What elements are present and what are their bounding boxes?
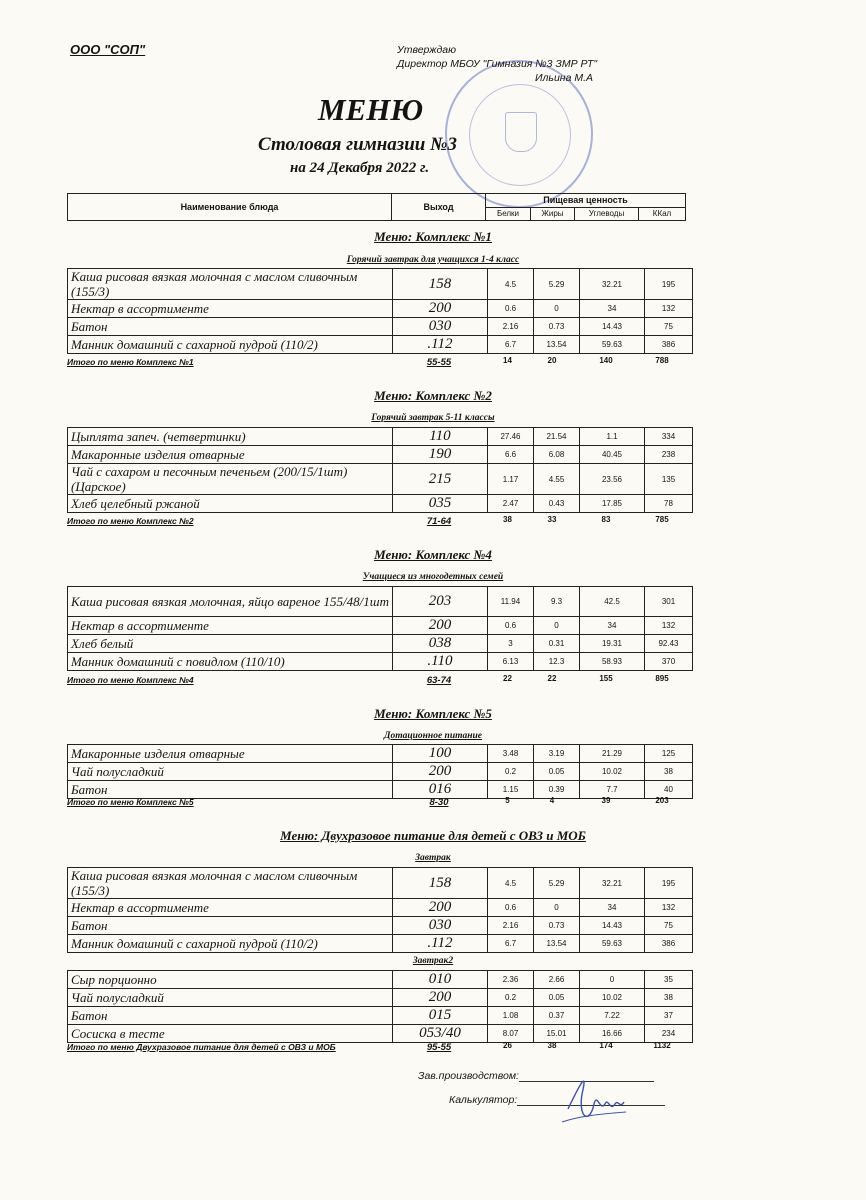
header-fat: Жиры — [531, 207, 575, 220]
protein-value: 2.16 — [488, 917, 534, 935]
dish-output: 110 — [393, 428, 488, 446]
protein-value: 6.7 — [488, 336, 534, 354]
dish-name: Батон — [68, 781, 393, 799]
dish-name: Каша рисовая вязкая молочная с маслом сливочным (155/3) — [68, 868, 393, 899]
organization-name: ООО "СОП" — [70, 42, 146, 57]
kcal-value: 132 — [645, 899, 693, 917]
dish-output: 200 — [393, 989, 488, 1007]
menu-table — [67, 427, 693, 513]
dish-output: .112 — [393, 935, 488, 953]
kcal-value: 75 — [645, 318, 693, 336]
calculator — [449, 1094, 665, 1106]
dish-name: Нектар в ассортименте — [68, 300, 393, 318]
dish-output: 010 — [393, 971, 488, 989]
section-subtitle: Дотационное питание — [383, 731, 483, 741]
total-kcal: 895 — [655, 674, 669, 683]
protein-value: 1.17 — [488, 464, 534, 495]
total-protein: 5 — [505, 796, 510, 805]
carbs-value: 14.43 — [580, 318, 645, 336]
table-row — [68, 428, 693, 446]
kcal-value: 195 — [645, 269, 693, 300]
header-name: Наименование блюда — [68, 194, 392, 220]
kcal-value: 334 — [645, 428, 693, 446]
header-protein: Белки — [486, 207, 531, 220]
total-carbs: 155 — [599, 674, 613, 683]
dish-name: Цыплята запеч. (четвертинки) — [68, 428, 393, 446]
table-row — [68, 935, 693, 953]
protein-value: 27.46 — [488, 428, 534, 446]
total-label: Итого по меню Комплекс №4 — [67, 675, 194, 685]
section-title: Меню: Комплекс №1 — [374, 229, 492, 244]
kcal-value: 40 — [645, 781, 693, 799]
kcal-value: 38 — [645, 763, 693, 781]
dish-name: Хлеб белый — [68, 635, 393, 653]
carbs-value: 10.02 — [580, 989, 645, 1007]
dish-output: 053/40 — [393, 1025, 488, 1043]
kcal-value: 370 — [645, 653, 693, 671]
fat-value: 12.3 — [534, 653, 580, 671]
total-carbs: 39 — [601, 796, 611, 805]
total-protein: 14 — [503, 356, 512, 365]
dish-output: 200 — [393, 899, 488, 917]
calculator-label: Калькулятор: — [449, 1094, 518, 1106]
kcal-value: 301 — [645, 587, 693, 617]
total-output: 55-55 — [426, 357, 452, 368]
total-fat: 22 — [547, 674, 557, 683]
table-row — [68, 1025, 693, 1043]
dish-name: Манник домашний с повидлом (110/10) — [68, 653, 393, 671]
protein-value: 4.5 — [488, 868, 534, 899]
protein-value: 3 — [488, 635, 534, 653]
dish-output: 200 — [393, 763, 488, 781]
fat-value: 0.05 — [534, 989, 580, 1007]
carbs-value: 16.66 — [580, 1025, 645, 1043]
table-row — [68, 635, 693, 653]
section-title: Меню: Комплекс №5 — [374, 706, 492, 721]
total-label: Итого по меню Комплекс №1 — [67, 357, 194, 367]
dish-output: 030 — [393, 318, 488, 336]
total-protein: 26 — [503, 1041, 512, 1050]
section-total — [67, 797, 686, 809]
carbs-value: 34 — [580, 899, 645, 917]
dish-output: 200 — [393, 300, 488, 318]
dish-name: Макаронные изделия отварные — [68, 745, 393, 763]
table-row — [68, 745, 693, 763]
fat-value: 0.31 — [534, 635, 580, 653]
dish-name: Батон — [68, 318, 393, 336]
approval-heading: Утверждаю — [397, 44, 457, 56]
carbs-value: 1.1 — [580, 428, 645, 446]
total-carbs: 140 — [599, 356, 613, 365]
protein-value: 2.36 — [488, 971, 534, 989]
table-row — [68, 446, 693, 464]
dish-name: Чай полусладкий — [68, 989, 393, 1007]
total-kcal: 1132 — [653, 1041, 671, 1050]
dish-output: 038 — [393, 635, 488, 653]
fat-value: 2.66 — [534, 971, 580, 989]
kcal-value: 35 — [645, 971, 693, 989]
section-subtitle: Учащиеся из многодетных семей — [362, 572, 504, 582]
carbs-value: 7.22 — [580, 1007, 645, 1025]
protein-value: 0.2 — [488, 989, 534, 1007]
dish-output: 035 — [393, 495, 488, 513]
total-protein: 38 — [503, 515, 512, 524]
header-carbs: Углеводы — [575, 207, 639, 220]
dish-output: 158 — [393, 269, 488, 300]
dish-output: 215 — [393, 464, 488, 495]
table-row — [68, 617, 693, 635]
dish-output: 158 — [393, 868, 488, 899]
carbs-value: 32.21 — [580, 868, 645, 899]
protein-value: 6.13 — [488, 653, 534, 671]
protein-value: 4.5 — [488, 269, 534, 300]
section-subtitle-2: Завтрак2 — [412, 956, 454, 966]
fat-value: 5.29 — [534, 868, 580, 899]
dish-name: Чай полусладкий — [68, 763, 393, 781]
carbs-value: 34 — [580, 617, 645, 635]
table-row — [68, 269, 693, 300]
protein-value: 1.08 — [488, 1007, 534, 1025]
section-title: Меню: Комплекс №2 — [374, 388, 492, 403]
section-title: Меню: Двухразовое питание для детей с ОВЗ и МОБ — [280, 828, 586, 843]
fat-value: 3.19 — [534, 745, 580, 763]
section-total — [67, 357, 686, 369]
fat-value: 4.55 — [534, 464, 580, 495]
dish-name: Сыр порционно — [68, 971, 393, 989]
header-kcal: ККал — [652, 209, 672, 218]
kcal-value: 234 — [645, 1025, 693, 1043]
fat-value: 13.54 — [534, 935, 580, 953]
menu-date: на 24 Декабря 2022 г. — [290, 160, 430, 176]
dish-name: Хлеб целебный ржаной — [68, 495, 393, 513]
total-label: Итого по меню Комплекс №2 — [67, 516, 194, 526]
dish-name: Нектар в ассортименте — [68, 899, 393, 917]
fat-value: 0 — [534, 300, 580, 318]
fat-value: 9.3 — [534, 587, 580, 617]
carbs-value: 34 — [580, 300, 645, 318]
kcal-value: 386 — [645, 935, 693, 953]
carbs-value: 59.63 — [580, 935, 645, 953]
fat-value: 0.73 — [534, 318, 580, 336]
total-label: Итого по меню Комплекс №5 — [67, 797, 194, 807]
carbs-value: 0 — [580, 971, 645, 989]
dish-name: Батон — [68, 917, 393, 935]
dish-name: Батон — [68, 1007, 393, 1025]
kcal-value: 135 — [645, 464, 693, 495]
total-fat: 4 — [549, 796, 555, 805]
fat-value: 0.37 — [534, 1007, 580, 1025]
total-output: 8-30 — [429, 797, 449, 808]
menu-table — [67, 970, 693, 1043]
total-kcal: 203 — [655, 796, 669, 805]
page-title: МЕНЮ — [318, 92, 424, 127]
dish-name: Сосиска в тесте — [68, 1025, 393, 1043]
approval-position: Директор МБОУ "Гимназия №3 ЗМР РТ" — [397, 58, 598, 70]
carbs-value: 32.21 — [580, 269, 645, 300]
header-output: Выход — [392, 194, 486, 220]
total-output: 71-64 — [426, 516, 452, 527]
menu-table — [67, 744, 693, 799]
section-subtitle: Горячий завтрак 5-11 классы — [371, 413, 495, 423]
dish-output: 200 — [393, 617, 488, 635]
fat-value: 0.43 — [534, 495, 580, 513]
fat-value: 0.73 — [534, 917, 580, 935]
protein-value: 3.48 — [488, 745, 534, 763]
table-row — [68, 989, 693, 1007]
menu-table — [67, 586, 693, 671]
section-subtitle: Завтрак — [415, 853, 451, 863]
table-row — [68, 1007, 693, 1025]
fat-value: 0.05 — [534, 763, 580, 781]
total-fat: 20 — [547, 356, 557, 365]
fat-value: 21.54 — [534, 428, 580, 446]
dish-output: 030 — [393, 917, 488, 935]
fat-value: 0 — [534, 899, 580, 917]
table-row — [68, 971, 693, 989]
protein-value: 0.6 — [488, 617, 534, 635]
section-total — [67, 516, 686, 528]
protein-value: 2.16 — [488, 318, 534, 336]
section-total — [67, 675, 686, 687]
dish-output: 015 — [393, 1007, 488, 1025]
kcal-value: 92.43 — [645, 635, 693, 653]
fat-value: 15.01 — [534, 1025, 580, 1043]
total-kcal: 785 — [655, 515, 669, 524]
total-output: 63-74 — [426, 675, 452, 686]
dish-output: 190 — [393, 446, 488, 464]
carbs-value: 19.31 — [580, 635, 645, 653]
protein-value: 0.2 — [488, 763, 534, 781]
total-fat: 33 — [547, 515, 557, 524]
total-protein: 22 — [503, 674, 512, 683]
carbs-value: 14.43 — [580, 917, 645, 935]
carbs-value: 40.45 — [580, 446, 645, 464]
total-kcal: 788 — [655, 356, 669, 365]
menu-table — [67, 268, 693, 354]
table-row — [68, 464, 693, 495]
kcal-value: 38 — [645, 989, 693, 1007]
dish-output: .110 — [393, 653, 488, 671]
protein-value: 0.6 — [488, 300, 534, 318]
menu-table — [67, 867, 693, 953]
kcal-value: 132 — [645, 617, 693, 635]
dish-name: Каша рисовая вязкая молочная с маслом сливочным (155/3) — [68, 269, 393, 300]
kcal-value: 37 — [645, 1007, 693, 1025]
production-label: Зав.производством: — [418, 1070, 519, 1082]
protein-value: 8.07 — [488, 1025, 534, 1043]
kcal-value: 75 — [645, 917, 693, 935]
emblem-icon — [505, 112, 537, 152]
table-row — [68, 300, 693, 318]
table-header — [67, 193, 686, 221]
protein-value: 6.7 — [488, 935, 534, 953]
dish-name: Макаронные изделия отварные — [68, 446, 393, 464]
table-row — [68, 587, 693, 617]
table-row — [68, 495, 693, 513]
carbs-value: 42.5 — [580, 587, 645, 617]
dish-name: Нектар в ассортименте — [68, 617, 393, 635]
kcal-value: 386 — [645, 336, 693, 354]
kcal-value: 125 — [645, 745, 693, 763]
carbs-value: 59.63 — [580, 336, 645, 354]
protein-value: 1.15 — [488, 781, 534, 799]
total-carbs: 174 — [599, 1041, 613, 1050]
approval-signer: Ильина М.А — [535, 72, 593, 84]
fat-value: 0.39 — [534, 781, 580, 799]
carbs-value: 17.85 — [580, 495, 645, 513]
section-total — [67, 1042, 686, 1054]
table-row — [68, 917, 693, 935]
fat-value: 0 — [534, 617, 580, 635]
canteen-name: Столовая гимназии №3 — [258, 134, 457, 155]
dish-name: Чай с сахаром и песочным печеньем (200/15/1шт) (Царское) — [68, 464, 393, 495]
dish-name: Манник домашний с сахарной пудрой (110/2) — [68, 935, 393, 953]
table-row — [68, 318, 693, 336]
table-row — [68, 868, 693, 899]
total-carbs: 83 — [601, 515, 611, 524]
protein-value: 11.94 — [488, 587, 534, 617]
dish-output: 203 — [393, 587, 488, 617]
carbs-value: 23.56 — [580, 464, 645, 495]
dish-output: 016 — [393, 781, 488, 799]
fat-value: 5.29 — [534, 269, 580, 300]
kcal-value: 195 — [645, 868, 693, 899]
carbs-value: 21.29 — [580, 745, 645, 763]
protein-value: 2.47 — [488, 495, 534, 513]
table-row — [68, 653, 693, 671]
kcal-value: 238 — [645, 446, 693, 464]
total-output: 95-55 — [426, 1042, 452, 1053]
fat-value: 13.54 — [534, 336, 580, 354]
dish-name: Каша рисовая вязкая молочная, яйцо вареное 155/48/1шт — [68, 587, 393, 617]
fat-value: 6.08 — [534, 446, 580, 464]
carbs-value: 10.02 — [580, 763, 645, 781]
carbs-value: 58.93 — [580, 653, 645, 671]
header-nutrition: Пищевая ценность — [486, 194, 685, 208]
approval-block — [397, 43, 597, 85]
protein-value: 6.6 — [488, 446, 534, 464]
protein-value: 0.6 — [488, 899, 534, 917]
kcal-value: 78 — [645, 495, 693, 513]
table-row — [68, 336, 693, 354]
dish-output: .112 — [393, 336, 488, 354]
table-row — [68, 899, 693, 917]
section-title: Меню: Комплекс №4 — [374, 547, 492, 562]
section-subtitle: Горячий завтрак для учащихся 1-4 класс — [346, 255, 520, 265]
table-row — [68, 763, 693, 781]
total-label: Итого по меню Двухразовое питание для детей с ОВЗ и МОБ — [67, 1042, 336, 1052]
signature — [560, 1064, 630, 1134]
kcal-value: 132 — [645, 300, 693, 318]
total-fat: 38 — [547, 1041, 557, 1050]
dish-name: Манник домашний с сахарной пудрой (110/2) — [68, 336, 393, 354]
carbs-value: 7.7 — [580, 781, 645, 799]
dish-output: 100 — [393, 745, 488, 763]
